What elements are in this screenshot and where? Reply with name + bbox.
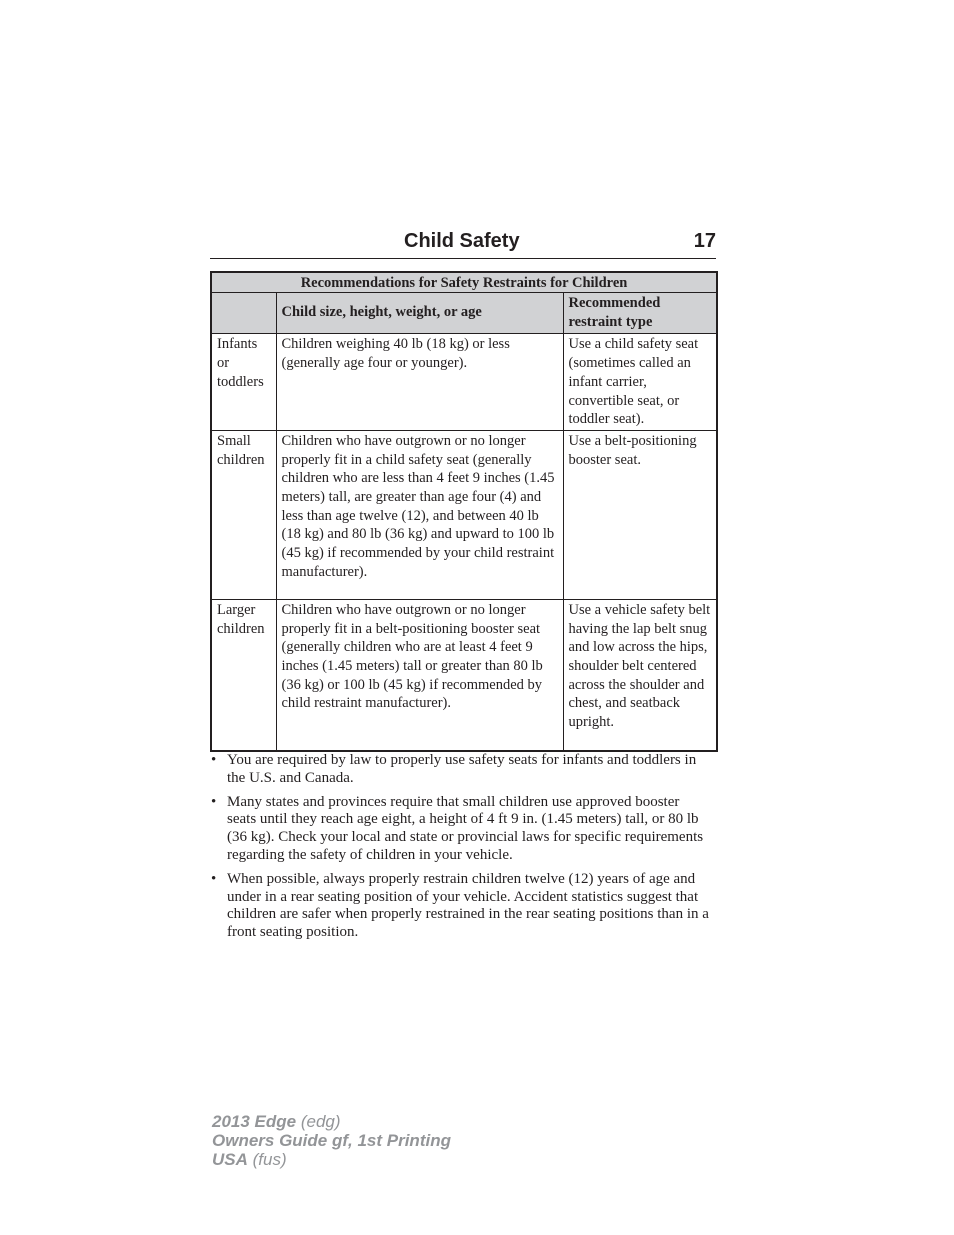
footer-line-market <box>212 1150 451 1169</box>
list-item <box>210 794 710 865</box>
size-cell: Children who have outgrown or no longer properly fit in a child safety seat (generally children who are less than 4 feet 9 inches (1.45 meters) tall, are greater than age four (4) and less than age twelve (12), and between 40 lb (18 kg) and 80 lb (36 kg) and upward to 100 lb (45 kg) if recommended by your child restraint manufacturer). <box>276 430 563 599</box>
column-header-size: Child size, height, weight, or age <box>276 293 563 334</box>
list-item <box>210 871 710 942</box>
footer-model: 2013 Edge <box>212 1112 297 1131</box>
size-cell: Children weighing 40 lb (18 kg) or less (generally age four or younger). <box>276 334 563 431</box>
size-cell: Children who have outgrown or no longer properly fit in a belt-positioning booster seat (generally children who are at least 4 feet 9 inches (1.45 meters) tall or greater than 80 lb (36 kg) or 100 lb (45 kg) if recommended by child restraint manufacturer). <box>276 599 563 751</box>
table-row <box>211 334 717 431</box>
group-cell: Larger children <box>211 599 276 751</box>
page-number: 17 <box>693 230 716 252</box>
group-cell: Infants or toddlers <box>211 334 276 431</box>
table-caption: Recommendations for Safety Restraints for Children <box>211 272 717 293</box>
note-text: You are required by law to properly use safety seats for infants and toddlers in the U.S. and Canada. <box>227 752 697 786</box>
list-item <box>210 752 710 788</box>
bullet-icon: • <box>211 793 217 810</box>
footer-market: USA <box>212 1150 248 1169</box>
footer-line-model <box>212 1112 451 1131</box>
restraint-cell: Use a child safety seat (sometimes called an infant carrier, convertible seat, or toddler seat). <box>563 334 717 431</box>
page-header <box>210 228 716 259</box>
safety-restraints-table <box>210 271 718 752</box>
table-caption-row <box>211 272 717 293</box>
group-cell: Small children <box>211 430 276 599</box>
bullet-icon: • <box>211 870 217 887</box>
bullet-icon: • <box>211 752 217 768</box>
footer-market-code: (fus) <box>252 1150 287 1169</box>
table-header-row <box>211 293 717 334</box>
notes-list <box>210 752 710 948</box>
section-title: Child Safety <box>404 230 520 252</box>
note-text: Many states and provinces require that small children use approved booster seats until they reach age eight, a height of 4 ft 9 in. (1.45 meters) tall, or 80 lb (36 kg). Check your local and state or provincial laws for specific requirements regarding the safety of children in your vehicle. <box>227 793 704 863</box>
footer-guide: Owners Guide gf, 1st Printing <box>212 1131 451 1150</box>
page-footer <box>212 1112 451 1169</box>
restraint-cell: Use a belt-positioning booster seat. <box>563 430 717 599</box>
restraint-cell: Use a vehicle safety belt having the lap belt snug and low across the hips, shoulder belt centered across the shoulder and chest, and seatback upright. <box>563 599 717 751</box>
table-row <box>211 599 717 751</box>
column-header-restraint: Recommended restraint type <box>563 293 717 334</box>
footer-model-code: (edg) <box>300 1112 341 1131</box>
footer-line-guide <box>212 1131 451 1150</box>
column-header-group <box>211 293 276 334</box>
table-row <box>211 430 717 599</box>
note-text: When possible, always properly restrain children twelve (12) years of age and under in a rear seating position of your vehicle. Accident statistics suggest that children are safer when properly restrained in the rear seating positions than in a front seating position. <box>227 870 709 941</box>
